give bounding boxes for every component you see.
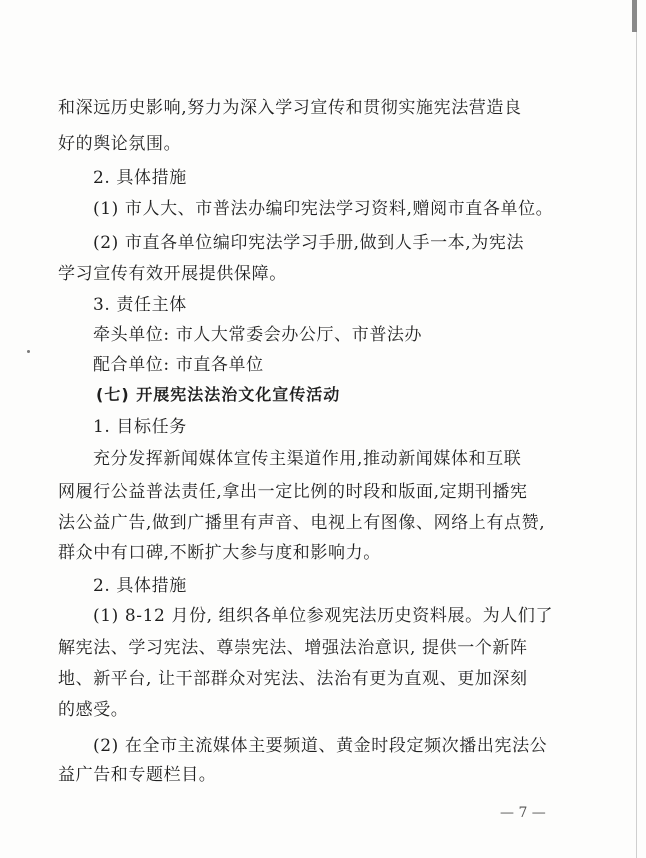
lead-unit-line: 牵头单位: 市人大常委会办公厅、市普法办 <box>93 325 423 345</box>
list-item: (2) 市直各单位编印宪法学习手册,做到人手一本,为宪法 <box>93 233 525 253</box>
body-text-line: 好的舆论氛围。 <box>58 134 182 154</box>
list-item: (2) 在全市主流媒体主要频道、黄金时段定频次播出宪法公 <box>93 736 548 756</box>
body-text-line: 解宪法、学习宪法、尊崇宪法、增强法治意识, 提供一个新阵 <box>58 638 528 658</box>
subheading-measures: 2. 具体措施 <box>93 168 187 188</box>
section-heading: (七) 开展宪法法治文化宣传活动 <box>96 385 341 404</box>
body-text-line: 和深远历史影响,努力为深入学习宣传和贯彻实施宪法营造良 <box>58 98 522 118</box>
body-text-line: 益广告和专题栏目。 <box>58 765 217 785</box>
body-text-line: 网履行公益普法责任,拿出一定比例的时段和版面,定期刊播宪 <box>58 482 528 502</box>
scan-edge-line <box>636 0 637 858</box>
subheading-measures: 2. 具体措施 <box>93 576 187 596</box>
scan-speck <box>27 350 30 353</box>
page-number: — 7 — <box>500 805 546 821</box>
scan-edge-mark <box>632 0 637 32</box>
support-unit-line: 配合单位: 市直各单位 <box>93 355 264 375</box>
body-text-line: 群众中有口碑,不断扩大参与度和影响力。 <box>58 543 381 563</box>
list-item: (1) 市人大、市普法办编印宪法学习资料,赠阅市直各单位。 <box>93 199 554 219</box>
list-item: (1) 8-12 月份, 组织各单位参观宪法历史资料展。为人们了 <box>93 606 554 626</box>
body-text-line: 法公益广告,做到广播里有声音、电视上有图像、网络上有点赞, <box>58 513 546 533</box>
body-text-line: 的感受。 <box>58 700 129 720</box>
body-text-line: 充分发挥新闻媒体宣传主渠道作用,推动新闻媒体和互联 <box>93 449 522 469</box>
body-text-line: 地、新平台, 让干部群众对宪法、法治有更为直观、更加深刻 <box>58 669 528 689</box>
body-text-line: 学习宣传有效开展提供保障。 <box>58 264 287 284</box>
subheading-responsible: 3. 责任主体 <box>93 295 187 315</box>
subheading-goals: 1. 目标任务 <box>93 417 187 437</box>
